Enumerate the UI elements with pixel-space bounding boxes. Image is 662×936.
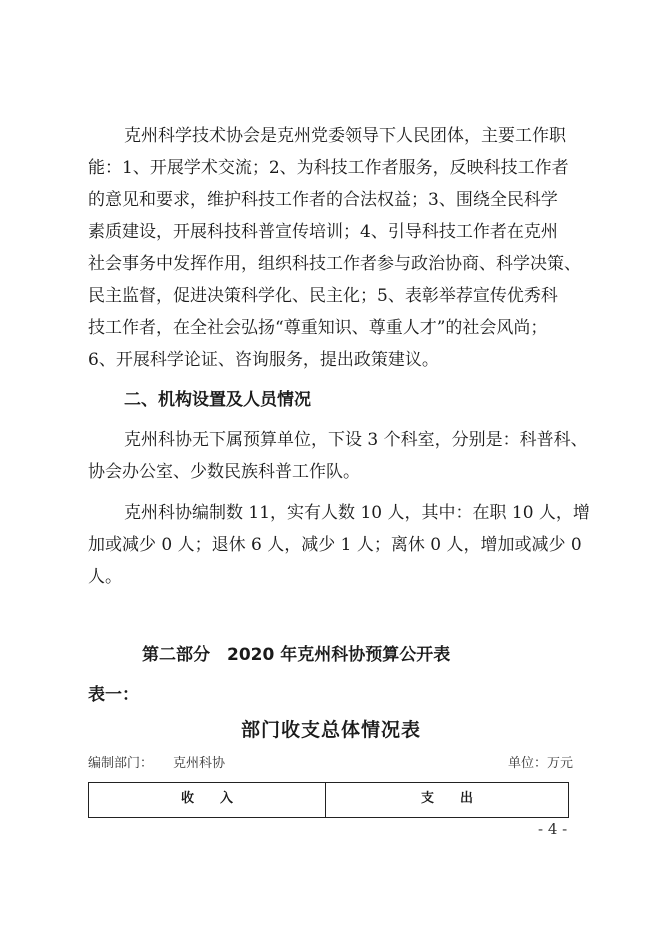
expense-column-header: 支 出 bbox=[326, 783, 569, 818]
table-label: 表一： bbox=[88, 685, 139, 705]
budget-table bbox=[88, 782, 569, 818]
dept-value: 克州科协 bbox=[173, 756, 226, 771]
intro-line: 素质建设，开展科技科普宣传培训；4、引导科技工作者在克州 bbox=[88, 222, 558, 242]
departments-paragraph bbox=[88, 424, 588, 488]
income-column-header: 收 入 bbox=[89, 783, 326, 818]
part-title: 第二部分 2020 年克州科协预算公开表 bbox=[142, 645, 451, 665]
staffing-paragraph bbox=[88, 497, 588, 593]
intro-line: 的意见和要求，维护科技工作者的合法权益；3、围绕全民科学 bbox=[88, 190, 558, 210]
staffing-line: 加或减少 0 人；退休 6 人，减少 1 人；离休 0 人，增加或减少 0 bbox=[88, 535, 582, 555]
intro-paragraph bbox=[88, 120, 588, 376]
departments-line: 克州科协无下属预算单位，下设 3 个科室，分别是：科普科、 bbox=[124, 430, 588, 450]
section-heading: 二、机构设置及人员情况 bbox=[124, 390, 311, 410]
table-header-row bbox=[89, 783, 569, 818]
departments-line: 协会办公室、少数民族科普工作队。 bbox=[88, 462, 360, 482]
page-number: - 4 - bbox=[538, 820, 568, 838]
intro-line: 能：1、开展学术交流；2、为科技工作者服务，反映科技工作者 bbox=[88, 158, 569, 178]
intro-line: 社会事务中发挥作用，组织科技工作者参与政治协商、科学决策、 bbox=[88, 254, 581, 274]
dept-label: 编制部门： bbox=[88, 756, 154, 771]
staffing-line: 克州科协编制数 11，实有人数 10 人，其中：在职 10 人，增 bbox=[124, 503, 590, 523]
intro-line: 民主监督，促进决策科学化、民主化；5、表彰举荐宣传优秀科 bbox=[88, 286, 558, 306]
table-title: 部门收支总体情况表 bbox=[240, 719, 421, 741]
intro-line: 技工作者，在全社会弘扬“尊重知识、尊重人才”的社会风尚； bbox=[88, 318, 548, 338]
unit-label: 单位：万元 bbox=[508, 756, 574, 771]
intro-line: 6、开展科学论证、咨询服务，提出政策建议。 bbox=[88, 350, 439, 370]
intro-line: 克州科学技术协会是克州党委领导下人民团体，主要工作职 bbox=[124, 126, 566, 146]
compiling-department bbox=[88, 752, 225, 771]
staffing-line: 人。 bbox=[88, 567, 122, 587]
